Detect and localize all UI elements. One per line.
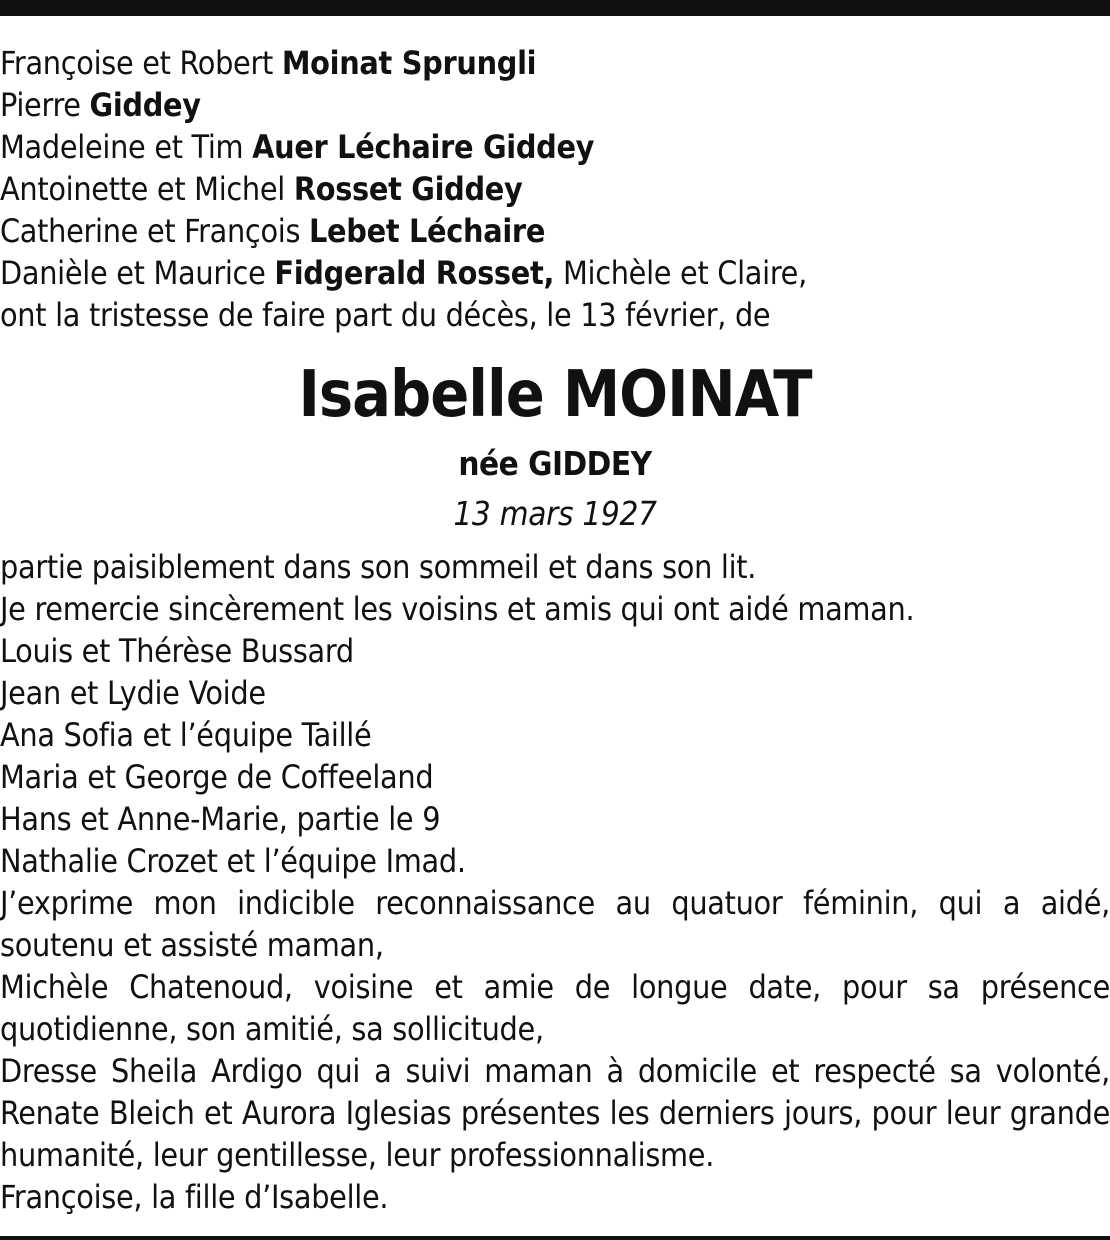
body-line: quotidienne, son amitié, sa sollicitude,: [0, 1010, 544, 1048]
maiden-name: née GIDDEY: [458, 444, 652, 483]
family-surname: Fidgerald Rosset,: [274, 254, 555, 292]
family-surname: Lebet Léchaire: [309, 212, 546, 250]
announcement-text: ont la tristesse de faire part du décès, le 13 février, de: [0, 296, 771, 334]
family-given-names: Madeleine et Tim: [0, 128, 253, 166]
bottom-rule: [0, 1236, 1110, 1240]
body-line: Jean et Lydie Voide: [0, 674, 266, 712]
body-line: partie paisiblement dans son sommeil et dans son lit.: [0, 548, 757, 586]
body-line: humanité, leur gentillesse, leur professionnalisme.: [0, 1136, 715, 1174]
family-given-names: Danièle et Maurice: [0, 254, 275, 292]
body-line: Michèle Chatenoud, voisine et amie de longue date, pour sa présence: [0, 968, 1110, 1006]
family-line: [0, 210, 1110, 252]
family-extra-names: Michèle et Claire,: [554, 254, 807, 292]
body-line: Je remercie sincèrement les voisins et amis qui ont aidé maman.: [0, 590, 915, 628]
body-line: Ana Sofia et l’équipe Taillé: [0, 716, 372, 754]
body-line: Nathalie Crozet et l’équipe Imad.: [0, 842, 466, 880]
deceased-name: Isabelle MOINAT: [298, 358, 812, 432]
family-line: [0, 252, 1110, 294]
top-rule: [0, 0, 1110, 16]
body-line: Hans et Anne-Marie, partie le 9: [0, 800, 441, 838]
family-given-names: Antoinette et Michel: [0, 170, 294, 208]
family-line: [0, 42, 1110, 84]
family-surname: Giddey: [89, 86, 201, 124]
family-surname: Auer Léchaire Giddey: [252, 128, 595, 166]
birth-date: 13 mars 1927: [453, 494, 657, 533]
family-given-names: Catherine et François: [0, 212, 310, 250]
family-line: [0, 126, 1110, 168]
family-given-names: Pierre: [0, 86, 90, 124]
family-line: [0, 168, 1110, 210]
obituary-notice: [0, 42, 1110, 1218]
body-line: Françoise, la fille d’Isabelle.: [0, 1178, 389, 1216]
body-line: Renate Bleich et Aurora Iglesias présentes les derniers jours, pour leur grande: [0, 1094, 1110, 1132]
body-line: Dresse Sheila Ardigo qui a suivi maman à domicile et respecté sa volonté,: [0, 1052, 1110, 1090]
body-line: Louis et Thérèse Bussard: [0, 632, 354, 670]
body-line: Maria et George de Coffeeland: [0, 758, 434, 796]
family-line: [0, 84, 1110, 126]
family-surname: Moinat Sprungli: [281, 44, 537, 82]
notice-body: [0, 546, 1110, 1218]
body-line: soutenu et assisté maman,: [0, 926, 384, 964]
family-given-names: Françoise et Robert: [0, 44, 282, 82]
family-surname: Rosset Giddey: [293, 170, 523, 208]
body-line: J’exprime mon indicible reconnaissance au quatuor féminin, qui a aidé,: [0, 884, 1110, 922]
